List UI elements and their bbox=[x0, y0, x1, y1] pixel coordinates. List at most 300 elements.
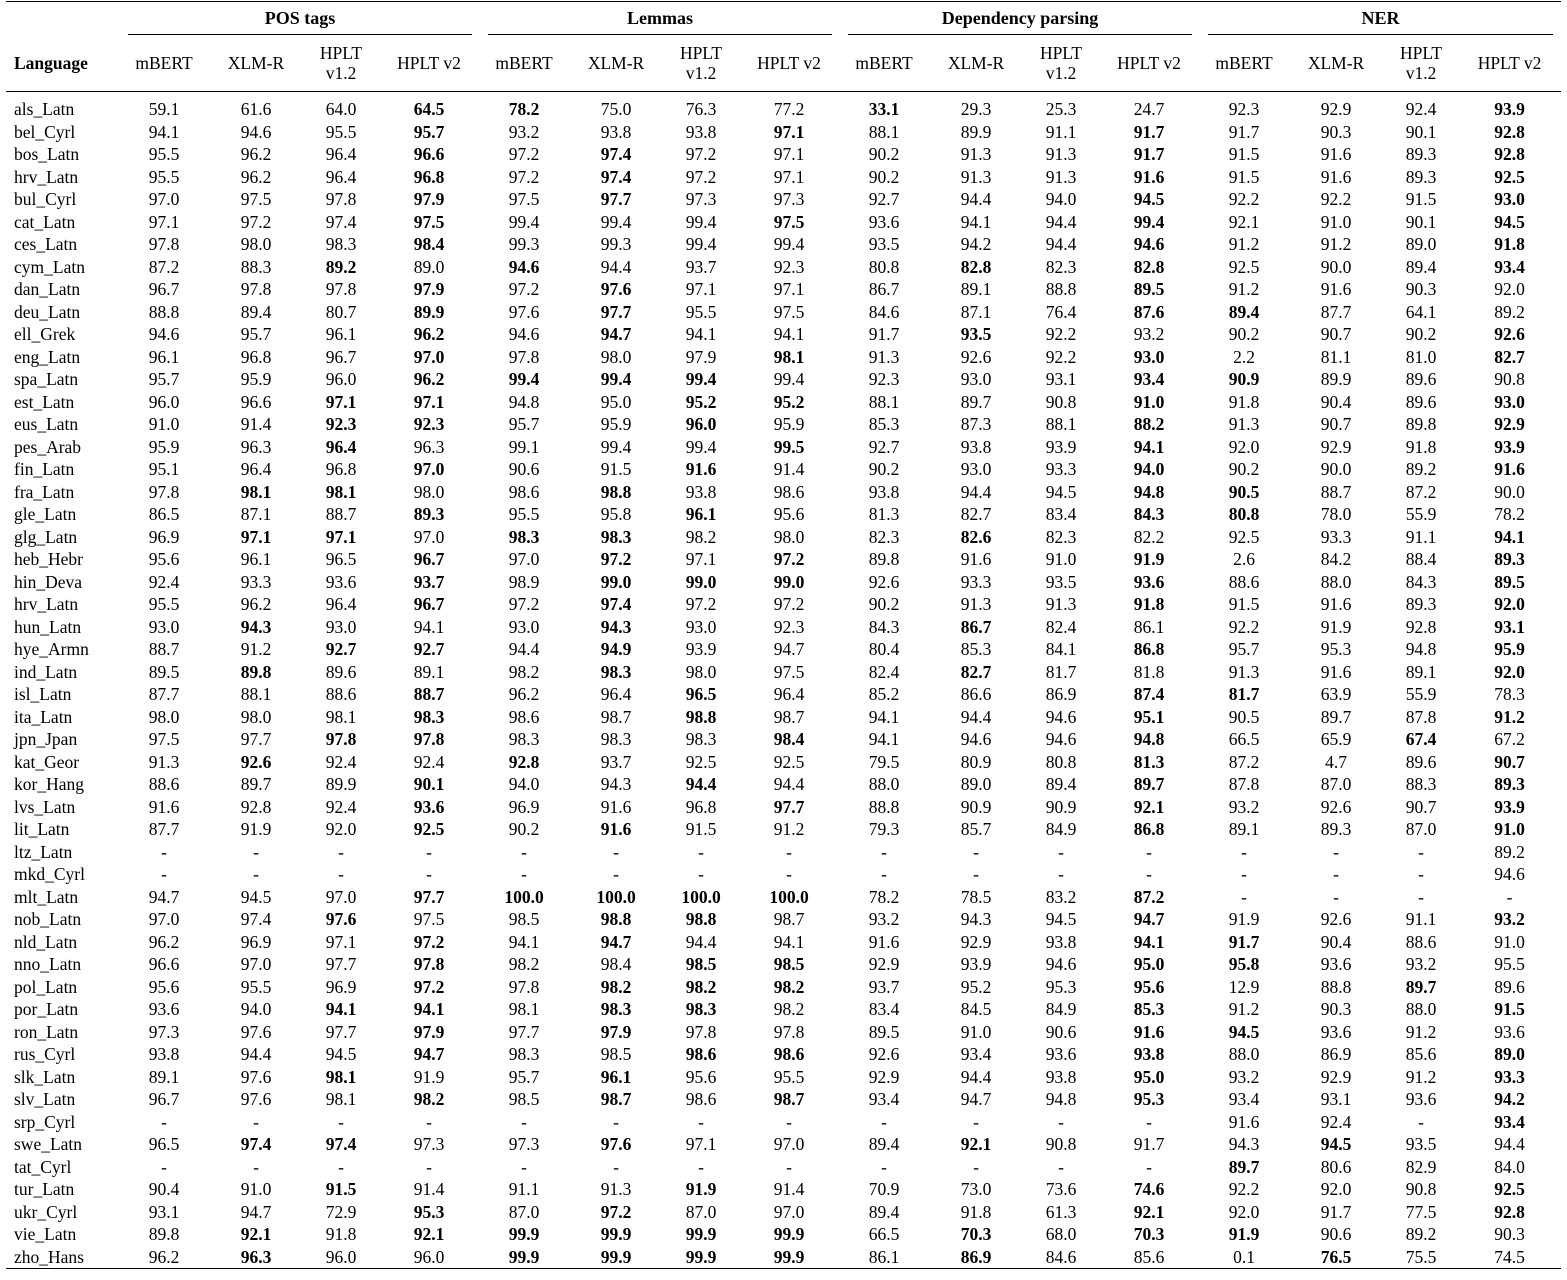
score: 61.3 bbox=[1045, 1201, 1077, 1222]
best-score: 92.1 bbox=[1133, 796, 1165, 817]
score-cell-lemmas bbox=[480, 458, 568, 481]
score-cell-lemmas bbox=[568, 571, 664, 594]
score-cell-lemmas bbox=[738, 503, 840, 526]
best-score: 98.8 bbox=[685, 909, 717, 929]
score-cell-lemmas bbox=[738, 391, 840, 414]
best-score: 96.8 bbox=[413, 166, 445, 187]
score: 97.7 bbox=[325, 954, 357, 974]
score-cell-dependency-parsing bbox=[1024, 368, 1098, 391]
score-cell-ner bbox=[1458, 661, 1561, 684]
score-cell-lemmas bbox=[568, 1088, 664, 1111]
score-cell-lemmas bbox=[738, 706, 840, 729]
score-cell-ner bbox=[1384, 571, 1458, 594]
score: 98.4 bbox=[600, 954, 632, 974]
language-cell: jpn_Jpan bbox=[14, 729, 78, 749]
score-cell-pos-tags bbox=[208, 616, 304, 639]
score: 93.4 bbox=[1228, 1089, 1260, 1109]
table-row bbox=[6, 1043, 1561, 1066]
model-name-line1: HPLT v2 bbox=[1477, 53, 1542, 73]
score: 90.2 bbox=[868, 594, 900, 614]
score: 94.4 bbox=[960, 189, 992, 209]
score-cell-lemmas bbox=[480, 1066, 568, 1089]
score: 90.7 bbox=[1320, 414, 1352, 434]
score-cell-dependency-parsing bbox=[928, 436, 1024, 459]
score: 89.6 bbox=[1405, 751, 1437, 772]
score: 91.6 bbox=[148, 796, 180, 817]
table-row bbox=[6, 188, 1561, 211]
score-cell-ner bbox=[1200, 796, 1288, 819]
score: 84.3 bbox=[1405, 571, 1437, 592]
score-cell-lemmas bbox=[664, 548, 738, 571]
score: 96.7 bbox=[148, 1089, 180, 1109]
score-cell-pos-tags bbox=[378, 796, 480, 819]
score-cell-lemmas bbox=[568, 886, 664, 909]
score: 91.5 bbox=[1228, 166, 1260, 187]
score-cell-pos-tags bbox=[208, 796, 304, 819]
score-cell-pos-tags bbox=[208, 661, 304, 684]
score: 89.4 bbox=[240, 301, 272, 322]
best-score: 99.0 bbox=[600, 571, 632, 592]
score-cell-pos-tags bbox=[120, 863, 208, 886]
score-cell-pos-tags bbox=[208, 931, 304, 954]
score: 94.4 bbox=[1045, 234, 1077, 254]
best-score: 93.7 bbox=[413, 571, 445, 592]
score-cell-lemmas bbox=[664, 976, 738, 999]
score-cell-pos-tags bbox=[120, 593, 208, 616]
score-cell-dependency-parsing bbox=[928, 143, 1024, 166]
score-cell-dependency-parsing bbox=[928, 571, 1024, 594]
best-score: 92.8 bbox=[508, 751, 540, 772]
score-cell-lemmas bbox=[480, 368, 568, 391]
score: 97.8 bbox=[325, 279, 357, 299]
score: - bbox=[426, 1111, 432, 1132]
table-row bbox=[6, 166, 1561, 189]
score-cell-pos-tags bbox=[208, 773, 304, 796]
best-score: 93.3 bbox=[1494, 1066, 1525, 1087]
score-cell-lemmas bbox=[568, 368, 664, 391]
score-cell-ner bbox=[1200, 908, 1288, 931]
score-cell-ner bbox=[1288, 931, 1384, 954]
score-cell-pos-tags bbox=[378, 188, 480, 211]
table-row bbox=[6, 1223, 1561, 1246]
score-cell-dependency-parsing bbox=[1024, 1201, 1098, 1224]
score-cell-dependency-parsing bbox=[1024, 638, 1098, 661]
best-score: 95.9 bbox=[1494, 639, 1525, 659]
score-cell-pos-tags bbox=[378, 1111, 480, 1134]
score-cell-dependency-parsing bbox=[1024, 751, 1098, 774]
score-cell-lemmas bbox=[664, 278, 738, 301]
score-cell-lemmas bbox=[568, 728, 664, 751]
score-cell-pos-tags bbox=[304, 458, 378, 481]
best-score: 94.3 bbox=[600, 616, 632, 637]
score-cell-ner bbox=[1458, 1088, 1561, 1111]
best-score: 82.7 bbox=[960, 661, 992, 682]
score-cell-pos-tags bbox=[208, 1178, 304, 1201]
score: 99.4 bbox=[685, 211, 717, 232]
score-cell-lemmas bbox=[664, 256, 738, 279]
score: 94.6 bbox=[1045, 729, 1077, 749]
score: 92.9 bbox=[960, 931, 992, 952]
score-cell-ner bbox=[1288, 571, 1384, 594]
score-cell-ner bbox=[1384, 301, 1458, 324]
score-cell-dependency-parsing bbox=[1098, 436, 1200, 459]
best-score: 86.8 bbox=[1133, 639, 1165, 659]
score: 89.6 bbox=[1405, 369, 1437, 389]
score: 96.8 bbox=[685, 796, 717, 817]
score-cell-lemmas bbox=[480, 998, 568, 1021]
score-cell-dependency-parsing bbox=[1098, 278, 1200, 301]
score: 97.0 bbox=[413, 526, 445, 547]
best-score: 98.1 bbox=[240, 481, 272, 502]
score: 91.5 bbox=[1405, 189, 1437, 209]
score-cell-dependency-parsing bbox=[928, 368, 1024, 391]
score: 97.7 bbox=[508, 1021, 540, 1042]
score-cell-ner bbox=[1288, 953, 1384, 976]
score-cell-ner bbox=[1288, 1111, 1384, 1134]
score-cell-ner bbox=[1200, 706, 1288, 729]
score: 92.4 bbox=[325, 751, 357, 772]
score-cell-pos-tags bbox=[378, 1156, 480, 1179]
score: 94.5 bbox=[1045, 909, 1077, 929]
best-score: 91.6 bbox=[1133, 1021, 1165, 1042]
score-cell-pos-tags bbox=[378, 1021, 480, 1044]
score-cell-lemmas bbox=[738, 818, 840, 841]
score: 88.6 bbox=[1228, 571, 1260, 592]
score-cell-pos-tags bbox=[304, 346, 378, 369]
score-cell-dependency-parsing bbox=[840, 841, 928, 864]
best-score: 93.6 bbox=[413, 796, 445, 817]
score-cell-pos-tags bbox=[378, 256, 480, 279]
score-cell-lemmas bbox=[664, 683, 738, 706]
score-cell-dependency-parsing bbox=[840, 436, 928, 459]
score: 93.2 bbox=[868, 909, 900, 929]
table-row bbox=[6, 953, 1561, 976]
score: 99.4 bbox=[773, 369, 805, 389]
score: 95.6 bbox=[148, 549, 180, 569]
score: 79.5 bbox=[868, 751, 900, 772]
score-cell-ner bbox=[1384, 661, 1458, 684]
score-cell-lemmas bbox=[568, 413, 664, 436]
score-cell-ner bbox=[1384, 1043, 1458, 1066]
score-cell-lemmas bbox=[664, 526, 738, 549]
score: - bbox=[338, 1156, 344, 1177]
score-cell-dependency-parsing bbox=[840, 458, 928, 481]
score: 93.3 bbox=[960, 571, 992, 592]
score: 97.1 bbox=[685, 549, 717, 569]
score-cell-pos-tags bbox=[120, 121, 208, 144]
score: 87.8 bbox=[1228, 774, 1260, 794]
score-cell-lemmas bbox=[738, 863, 840, 886]
score-cell-dependency-parsing bbox=[928, 548, 1024, 571]
score-cell-dependency-parsing bbox=[1098, 481, 1200, 504]
score: 95.3 bbox=[1320, 639, 1352, 659]
best-score: 96.3 bbox=[240, 1246, 272, 1267]
model-header-row bbox=[6, 35, 1561, 92]
best-score: 80.8 bbox=[1228, 504, 1260, 524]
score-cell-pos-tags bbox=[378, 728, 480, 751]
best-score: 97.6 bbox=[600, 1134, 632, 1154]
score: 91.2 bbox=[1320, 234, 1352, 254]
score-cell-dependency-parsing bbox=[1024, 886, 1098, 909]
score: 90.7 bbox=[1320, 324, 1352, 344]
score-cell-lemmas bbox=[738, 1111, 840, 1134]
score-cell-lemmas bbox=[664, 1066, 738, 1089]
score: 97.2 bbox=[685, 594, 717, 614]
score: 97.8 bbox=[148, 234, 180, 254]
score: 87.7 bbox=[1320, 301, 1352, 322]
best-score: 89.5 bbox=[1133, 279, 1165, 299]
score: 90.0 bbox=[1494, 481, 1525, 502]
table-row bbox=[6, 143, 1561, 166]
score: 92.2 bbox=[1228, 1179, 1260, 1199]
model-name-line1: HPLT bbox=[1399, 43, 1443, 63]
score-cell-ner bbox=[1384, 638, 1458, 661]
score: 2.2 bbox=[1233, 346, 1255, 367]
best-score: 92.1 bbox=[1133, 1201, 1165, 1222]
score-cell-dependency-parsing bbox=[1024, 998, 1098, 1021]
score: 89.7 bbox=[1320, 706, 1352, 727]
score-cell-pos-tags bbox=[120, 481, 208, 504]
score: 89.8 bbox=[868, 549, 900, 569]
score: 91.7 bbox=[1228, 121, 1260, 142]
score: 91.0 bbox=[960, 1021, 992, 1042]
score: 84.9 bbox=[1045, 999, 1077, 1019]
best-score: 98.5 bbox=[773, 954, 805, 974]
score-cell-ner bbox=[1384, 1066, 1458, 1089]
score-cell-pos-tags bbox=[208, 1088, 304, 1111]
score-cell-lemmas bbox=[480, 796, 568, 819]
score: 91.3 bbox=[960, 594, 992, 614]
score-cell-ner bbox=[1458, 683, 1561, 706]
score-cell-ner bbox=[1200, 458, 1288, 481]
best-score: 97.0 bbox=[413, 459, 445, 479]
score-cell-lemmas bbox=[480, 1021, 568, 1044]
score-cell-pos-tags bbox=[378, 436, 480, 459]
score: 93.4 bbox=[868, 1089, 900, 1109]
score-cell-ner bbox=[1384, 751, 1458, 774]
score-cell-lemmas bbox=[738, 413, 840, 436]
best-score: 99.4 bbox=[508, 369, 540, 389]
score-cell-dependency-parsing bbox=[1098, 413, 1200, 436]
score-cell-lemmas bbox=[568, 1111, 664, 1134]
score-cell-pos-tags bbox=[120, 1066, 208, 1089]
score-cell-pos-tags bbox=[120, 368, 208, 391]
score-cell-lemmas bbox=[568, 796, 664, 819]
best-score: 99.9 bbox=[508, 1224, 540, 1244]
score-cell-ner bbox=[1200, 931, 1288, 954]
score-cell-dependency-parsing bbox=[1024, 931, 1098, 954]
score-cell-lemmas bbox=[664, 1021, 738, 1044]
score-cell-ner bbox=[1200, 233, 1288, 256]
score-cell-dependency-parsing bbox=[1024, 863, 1098, 886]
score-cell-pos-tags bbox=[378, 593, 480, 616]
best-score: 98.8 bbox=[685, 706, 717, 727]
score-cell-lemmas bbox=[738, 481, 840, 504]
score-cell-ner bbox=[1384, 773, 1458, 796]
score-cell-lemmas bbox=[738, 1201, 840, 1224]
score: 98.3 bbox=[508, 729, 540, 749]
best-score: 95.1 bbox=[1133, 706, 1165, 727]
score-cell-pos-tags bbox=[304, 301, 378, 324]
table-row bbox=[6, 616, 1561, 639]
score-cell-pos-tags bbox=[208, 1156, 304, 1179]
score: 87.2 bbox=[148, 256, 180, 277]
score: 88.8 bbox=[868, 796, 900, 817]
best-score: 94.6 bbox=[508, 256, 540, 277]
score-cell-lemmas bbox=[568, 1156, 664, 1179]
score-cell-lemmas bbox=[568, 706, 664, 729]
score: 87.8 bbox=[1405, 706, 1437, 727]
score-cell-lemmas bbox=[738, 256, 840, 279]
score-cell-ner bbox=[1288, 346, 1384, 369]
score-cell-pos-tags bbox=[120, 751, 208, 774]
score: 98.5 bbox=[508, 909, 540, 929]
table-row bbox=[6, 413, 1561, 436]
best-score: 94.7 bbox=[600, 324, 632, 344]
score-cell-pos-tags bbox=[304, 1066, 378, 1089]
score-cell-dependency-parsing bbox=[928, 391, 1024, 414]
best-score: 96.1 bbox=[600, 1066, 632, 1087]
score-cell-pos-tags bbox=[120, 661, 208, 684]
score: 90.2 bbox=[508, 819, 540, 839]
score: 92.7 bbox=[868, 189, 900, 209]
score-cell-lemmas bbox=[738, 548, 840, 571]
score: 78.2 bbox=[868, 886, 900, 907]
best-score: 100.0 bbox=[504, 886, 544, 907]
score: 97.2 bbox=[508, 144, 540, 164]
score-cell-ner bbox=[1200, 728, 1288, 751]
score-cell-ner bbox=[1288, 773, 1384, 796]
score: - bbox=[253, 1156, 259, 1177]
language-cell: heb_Hebr bbox=[14, 549, 84, 569]
score: - bbox=[973, 1111, 979, 1132]
score-cell-pos-tags bbox=[378, 391, 480, 414]
table-row bbox=[6, 1088, 1561, 1111]
score: 91.2 bbox=[1228, 279, 1260, 299]
score-cell-ner bbox=[1384, 683, 1458, 706]
score-cell-dependency-parsing bbox=[840, 1133, 928, 1156]
score-cell-pos-tags bbox=[378, 661, 480, 684]
score-cell-ner bbox=[1200, 301, 1288, 324]
score-cell-ner bbox=[1288, 413, 1384, 436]
score: 64.1 bbox=[1405, 301, 1437, 322]
model-header-dependency-parsing-2 bbox=[1024, 35, 1098, 92]
score-cell-ner bbox=[1384, 143, 1458, 166]
score-cell-dependency-parsing bbox=[1024, 796, 1098, 819]
score-cell-lemmas bbox=[480, 188, 568, 211]
score-cell-dependency-parsing bbox=[840, 818, 928, 841]
score-cell-dependency-parsing bbox=[1024, 1246, 1098, 1269]
score: - bbox=[521, 1156, 527, 1177]
score: 88.1 bbox=[240, 684, 272, 704]
score-cell-ner bbox=[1288, 166, 1384, 189]
score-cell-pos-tags bbox=[378, 1246, 480, 1269]
score-cell-dependency-parsing bbox=[840, 706, 928, 729]
best-score: 82.7 bbox=[1494, 346, 1525, 367]
model-header-dependency-parsing-0 bbox=[840, 35, 928, 92]
score-cell-pos-tags bbox=[304, 931, 378, 954]
score: 76.3 bbox=[685, 99, 717, 119]
score-cell-lemmas bbox=[664, 886, 738, 909]
score: 88.6 bbox=[325, 684, 357, 704]
score: 97.0 bbox=[240, 954, 272, 974]
score: 93.6 bbox=[325, 571, 357, 592]
language-cell: deu_Latn bbox=[14, 301, 81, 322]
score-cell-dependency-parsing bbox=[1024, 571, 1098, 594]
score: 89.6 bbox=[325, 661, 357, 682]
score-cell-pos-tags bbox=[304, 481, 378, 504]
table-row bbox=[6, 92, 1561, 121]
score-cell-pos-tags bbox=[378, 143, 480, 166]
score: 92.9 bbox=[1320, 1066, 1352, 1087]
score-cell-lemmas bbox=[738, 526, 840, 549]
score: 94.6 bbox=[148, 324, 180, 344]
best-score: 97.9 bbox=[413, 189, 445, 209]
best-score: 98.1 bbox=[325, 1066, 357, 1087]
score-cell-ner bbox=[1458, 728, 1561, 751]
score: 97.4 bbox=[325, 211, 357, 232]
score-cell-dependency-parsing bbox=[840, 211, 928, 234]
score: 98.6 bbox=[508, 706, 540, 727]
score: 94.0 bbox=[1045, 189, 1077, 209]
score-cell-dependency-parsing bbox=[1024, 1021, 1098, 1044]
language-cell: fin_Latn bbox=[14, 459, 75, 479]
score: 87.7 bbox=[148, 819, 180, 839]
score: 93.1 bbox=[1320, 1089, 1352, 1109]
score-cell-ner bbox=[1384, 1246, 1458, 1269]
score-cell-dependency-parsing bbox=[840, 593, 928, 616]
best-score: 94.5 bbox=[1320, 1134, 1352, 1154]
score: 93.0 bbox=[960, 369, 992, 389]
score: 89.9 bbox=[1320, 369, 1352, 389]
score: - bbox=[1333, 864, 1339, 884]
score-cell-dependency-parsing bbox=[928, 976, 1024, 999]
score-cell-dependency-parsing bbox=[1024, 188, 1098, 211]
score-cell-lemmas bbox=[738, 908, 840, 931]
score-cell-ner bbox=[1200, 346, 1288, 369]
score-cell-pos-tags bbox=[208, 976, 304, 999]
score: 92.0 bbox=[1228, 1201, 1260, 1222]
score: 82.2 bbox=[1133, 526, 1165, 547]
score: 91.3 bbox=[148, 751, 180, 772]
score-cell-lemmas bbox=[738, 121, 840, 144]
score-cell-lemmas bbox=[738, 188, 840, 211]
score-cell-lemmas bbox=[664, 796, 738, 819]
score-cell-pos-tags bbox=[208, 526, 304, 549]
score-cell-ner bbox=[1200, 953, 1288, 976]
score: 86.1 bbox=[868, 1246, 900, 1267]
language-cell: slk_Latn bbox=[14, 1066, 76, 1087]
score: - bbox=[1058, 864, 1064, 884]
language-cell: fra_Latn bbox=[14, 481, 75, 502]
score: 94.4 bbox=[508, 639, 540, 659]
score: 92.1 bbox=[1228, 211, 1260, 232]
score-cell-lemmas bbox=[568, 751, 664, 774]
score-cell-ner bbox=[1384, 503, 1458, 526]
score: 84.9 bbox=[1045, 819, 1077, 839]
score: - bbox=[698, 1156, 704, 1177]
score-cell-pos-tags bbox=[208, 886, 304, 909]
score-cell-lemmas bbox=[480, 931, 568, 954]
score: 89.7 bbox=[240, 774, 272, 794]
score: 97.1 bbox=[773, 166, 805, 187]
score-cell-lemmas bbox=[664, 931, 738, 954]
model-name-line2: v1.2 bbox=[1405, 63, 1437, 83]
score-cell-dependency-parsing bbox=[928, 121, 1024, 144]
score-cell-dependency-parsing bbox=[1024, 278, 1098, 301]
score-cell-lemmas bbox=[480, 548, 568, 571]
best-score: 86.9 bbox=[960, 1246, 992, 1267]
